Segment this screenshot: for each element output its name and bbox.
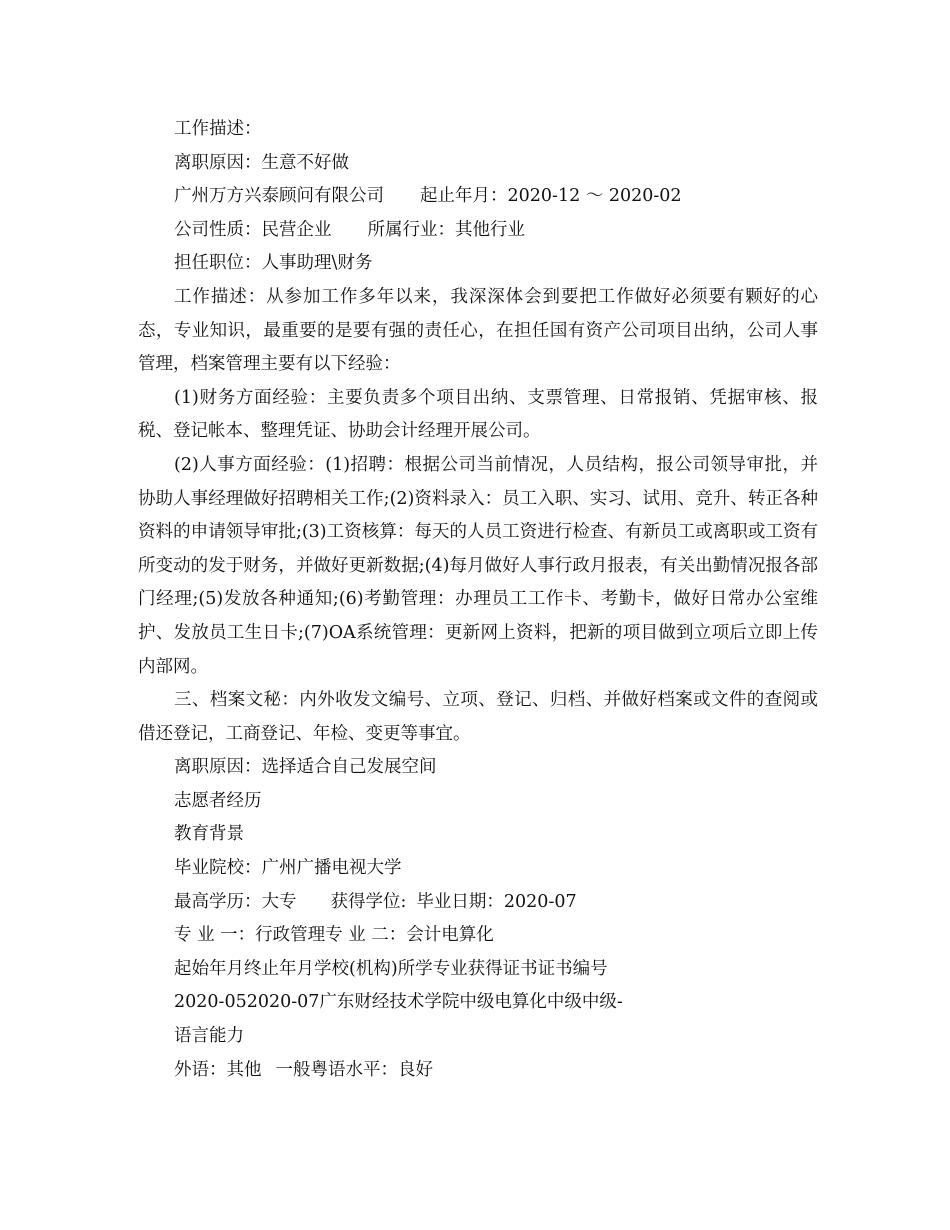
- hr-experience: (2)人事方面经验：(1)招聘：根据公司当前情况，人员结构，报公司领导审批，并协助人事经理做好招聘相关工作;(2)资料录入：员工入职、实习、试用、竞升、转正各种资料的申请领导审批;(3)工资核算：每天的人员工资进行检查、有新员工或离职或工资有所变动的发于财务，并做好更新数据;(4)每月做好人事行政月报表，有关出勤情况报各部门经理;(5)发放各种通知;(6)考勤管理：办理员工工作卡、考勤卡，做好日常办公室维护、发放员工生日卡;(7)OA系统管理：更新网上资料，把新的项目做到立项后立即上传内部网。: [138, 454, 818, 677]
- company-nature: 公司性质：民营企业: [174, 219, 332, 240]
- volunteer-heading: 志愿者经历: [174, 790, 262, 811]
- work-description-label: 工作描述：: [174, 119, 262, 139]
- language-row: [138, 1054, 818, 1088]
- graduate-school: 毕业院校：广州广播电视大学: [174, 858, 402, 879]
- company-row: [138, 180, 818, 214]
- language-heading: 语言能力: [174, 1026, 244, 1047]
- position: 担任职位：人事助理\财务: [174, 253, 373, 274]
- foreign-language: 外语：其他: [174, 1059, 262, 1080]
- certificate-row: 2020-052020-07广东财经技术学院中级电算化中级中级-: [174, 992, 623, 1013]
- company-industry: 所属行业：其他行业: [367, 219, 525, 240]
- certificate-header: 起始年月终止年月学校(机构)所学专业获得证书证书编号: [174, 958, 608, 979]
- language-level: 一般粤语水平：良好: [275, 1059, 433, 1080]
- leave-reason-2: 离职原因：选择适合自己发展空间: [174, 757, 437, 778]
- degree-row: [138, 886, 818, 920]
- graduation-date: 毕业日期：2020-07: [416, 891, 577, 912]
- education-heading: 教育背景: [174, 824, 244, 845]
- major-two: 专 业 二：会计电算化: [325, 925, 494, 946]
- degree-obtained: 获得学位:: [330, 891, 407, 912]
- work-description: 工作描述：从参加工作多年以来，我深深体会到要把工作做好必须要有颗好的心态，专业知识，最重要的是要有强的责任心，在担任国有资产公司项目出纳，公司人事管理，档案管理主要有以下经验：: [138, 286, 818, 375]
- company-nature-row: [138, 214, 818, 248]
- major-one: 专 业 一：行政管理: [174, 925, 326, 946]
- employment-period: 起止年月：2020-12 ～ 2020-02: [420, 186, 682, 207]
- major-row: [138, 919, 818, 953]
- finance-experience: (1)财务方面经验：主要负责多个项目出纳、支票管理、日常报销、凭据审核、报税、登记帐本、整理凭证、协助会计经理开展公司。: [138, 387, 818, 442]
- highest-education: 最高学历：大专: [174, 891, 297, 912]
- resume-content: [138, 113, 818, 1087]
- company-name: 广州万方兴泰顾问有限公司: [174, 186, 384, 207]
- leave-reason-1: 离职原因：生意不好做: [174, 152, 349, 173]
- archive-experience: 三、档案文秘：内外收发文编号、立项、登记、归档、并做好档案或文件的查阅或借还登记，工商登记、年检、变更等事宜。: [138, 690, 818, 744]
